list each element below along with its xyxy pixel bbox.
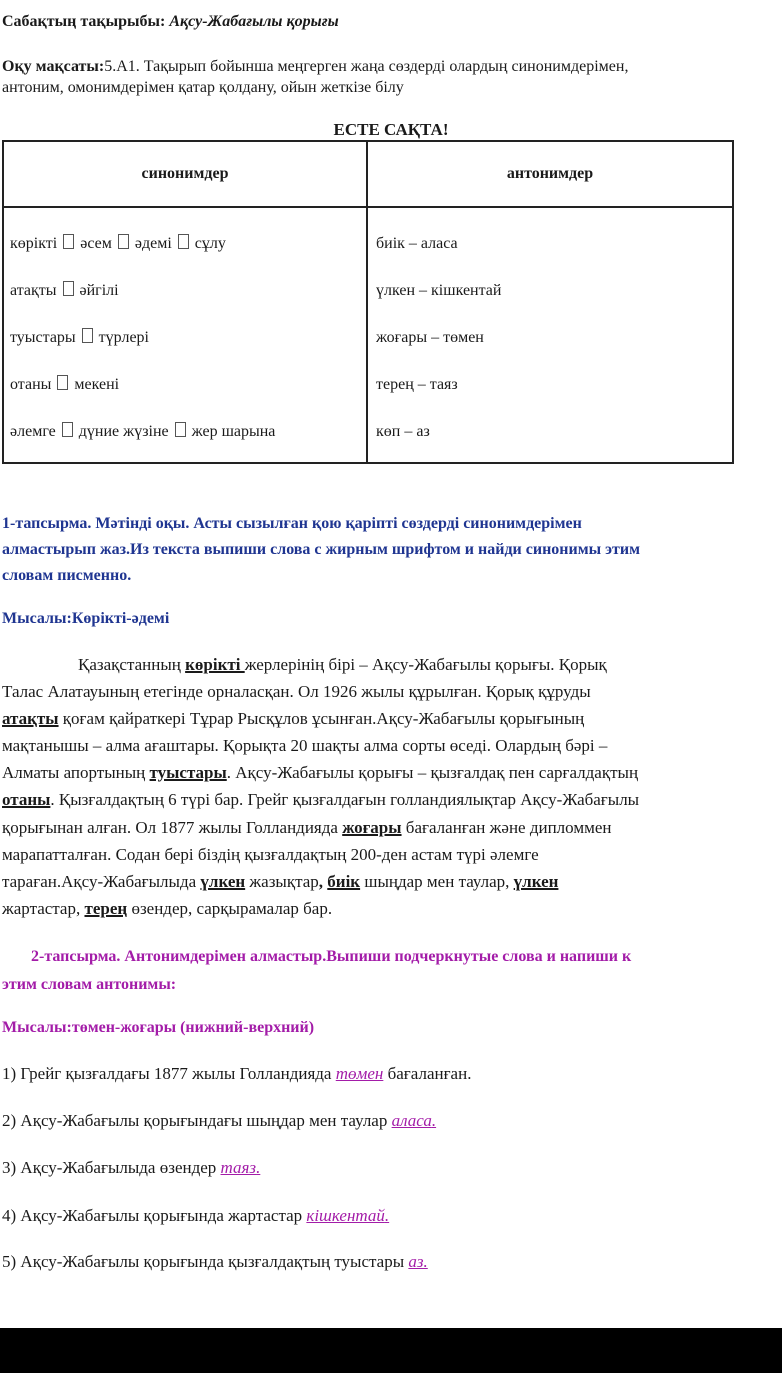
answer-sentence: 4) Ақсу-Жабағылы қорығында жартастар кішкентай.: [2, 1206, 390, 1225]
underlined-word: үлкен: [200, 872, 246, 891]
missing-glyph-box: [118, 234, 129, 249]
missing-glyph-box: [82, 328, 93, 343]
paragraph-line: жартастар, терең өзендер, сарқырамалар бар.: [2, 899, 333, 918]
answer-word: аласа: [391, 1111, 432, 1130]
task1-line-2: алмастырып жаз.Из текста выпиши слова с жирным шрифтом и найди синонимы этим: [2, 541, 641, 558]
synonyms-header: синонимдер: [3, 141, 367, 207]
antonym-row: терең – таяз: [376, 376, 458, 393]
missing-glyph-box: [63, 234, 74, 249]
task2-example: Мысалы:төмен-жоғары (нижний-верхний): [2, 1019, 315, 1036]
synonym-row: отаны мекені: [10, 376, 120, 393]
antonym-row: үлкен – кішкентай: [376, 282, 502, 299]
paragraph-line: Талас Алатауының етегінде орналасқан. Ол 1926 жылы құрылған. Қорық құруды: [2, 682, 591, 701]
paragraph-line: отаны. Қызғалдақтың 6 түрі бар. Грейг қызғалдағын голландиялықтар Ақсу-Жабағылы: [2, 790, 640, 809]
paragraph-line: Қазақстанның көрікті жерлерінің бірі – Ақсу-Жабағылы қорығы. Қорық: [78, 655, 607, 674]
antonyms-header: антонимдер: [367, 141, 733, 207]
answer-sentence: 1) Грейг қызғалдағы 1877 жылы Голландияда төмен бағаланған.: [2, 1064, 472, 1083]
synonym-row: көрікті әсем әдемі сұлу: [10, 235, 226, 252]
lesson-title-value: Ақсу-Жабағылы қорығы: [169, 13, 339, 30]
answer-word: таяз: [220, 1158, 257, 1177]
objective-line-2: антоним, омонимдерімен қатар қолдану, ойын жеткізе білу: [2, 79, 404, 96]
missing-glyph-box: [57, 375, 68, 390]
paragraph-line: Алматы апортының туыстары. Ақсу-Жабағылы қорығы – қызғалдақ пен сарғалдақтың: [2, 763, 639, 782]
task2-line-2: этим словам антонимы:: [2, 976, 177, 993]
missing-glyph-box: [175, 422, 186, 437]
synonym-antonym-table: [2, 140, 734, 464]
paragraph-line: мақтанышы – алма ағаштары. Қорықта 20 шақты алма сорты өседі. Олардың бәрі –: [2, 736, 608, 755]
answer-sentence: 5) Ақсу-Жабағылы қорығында қызғалдақтың туыстары аз.: [2, 1252, 428, 1271]
synonyms-column: [3, 207, 367, 463]
lesson-title: [2, 12, 339, 32]
answer-sentence: 3) Ақсу-Жабағылыда өзендер таяз.: [2, 1158, 261, 1177]
missing-glyph-box: [63, 281, 74, 296]
learning-objective: [2, 57, 628, 77]
task1-example: Мысалы:Көрікті-әдемі: [2, 610, 170, 627]
answer-word: төмен: [335, 1064, 384, 1083]
underlined-word: жоғары: [342, 818, 402, 837]
underlined-word: терең: [84, 899, 128, 918]
lesson-title-label: Сабақтың тақырыбы:: [2, 13, 166, 30]
synonym-row: туыстары түрлері: [10, 329, 149, 346]
task2-line-1: 2-тапсырма. Антонимдерімен алмастыр.Выпиши подчеркнутые слова и напиши к: [31, 948, 632, 965]
underlined-word: атақты: [2, 709, 59, 728]
paragraph-line: атақты қоғам қайраткері Тұрар Рысқұлов ұсынған.Ақсу-Жабағылы қорығының: [2, 709, 585, 728]
answer-word: кішкентай: [306, 1206, 385, 1225]
antonym-row: биік – аласа: [376, 235, 458, 252]
bottom-black-bar: [0, 1328, 782, 1373]
synonym-row: әлемге дүние жүзіне жер шарына: [10, 423, 276, 440]
underlined-word: үлкен: [513, 872, 559, 891]
objective-label: Оқу мақсаты:: [2, 58, 105, 75]
answer-sentence: 2) Ақсу-Жабағылы қорығындағы шыңдар мен таулар аласа.: [2, 1111, 437, 1130]
synonym-row: атақты әйгілі: [10, 282, 119, 299]
objective-line-1: 5.А1. Тақырып бойынша меңгерген жаңа сөздерді олардың синонимдерімен,: [104, 58, 629, 75]
missing-glyph-box: [62, 422, 73, 437]
missing-glyph-box: [178, 234, 189, 249]
paragraph-line: тараған.Ақсу-Жабағылыда үлкен жазықтар, биік шыңдар мен таулар, үлкен: [2, 872, 559, 891]
antonym-row: жоғары – төмен: [376, 329, 484, 346]
antonym-row: көп – аз: [376, 423, 430, 440]
antonyms-column: [367, 207, 733, 463]
answer-word: аз: [408, 1252, 424, 1271]
underlined-word: туыстары: [149, 763, 227, 782]
underlined-word: биік: [327, 872, 361, 891]
paragraph-line: қорығынан алған. Ол 1877 жылы Голландияда жоғары бағаланған және дипломмен: [2, 818, 612, 837]
underlined-word: отаны: [2, 790, 51, 809]
paragraph-line: марапатталған. Содан бері біздің қызғалдақтың 200-ден астам түрі әлемге: [2, 845, 539, 864]
remember-heading: ЕСТЕ САҚТА!: [333, 120, 449, 139]
task1-line-1: 1-тапсырма. Мәтінді оқы. Асты сызылған қою қаріпті сөздерді синонимдерімен: [2, 515, 582, 532]
task1-line-3: словам писменно.: [2, 567, 132, 584]
underlined-word: көрікті: [185, 655, 245, 674]
